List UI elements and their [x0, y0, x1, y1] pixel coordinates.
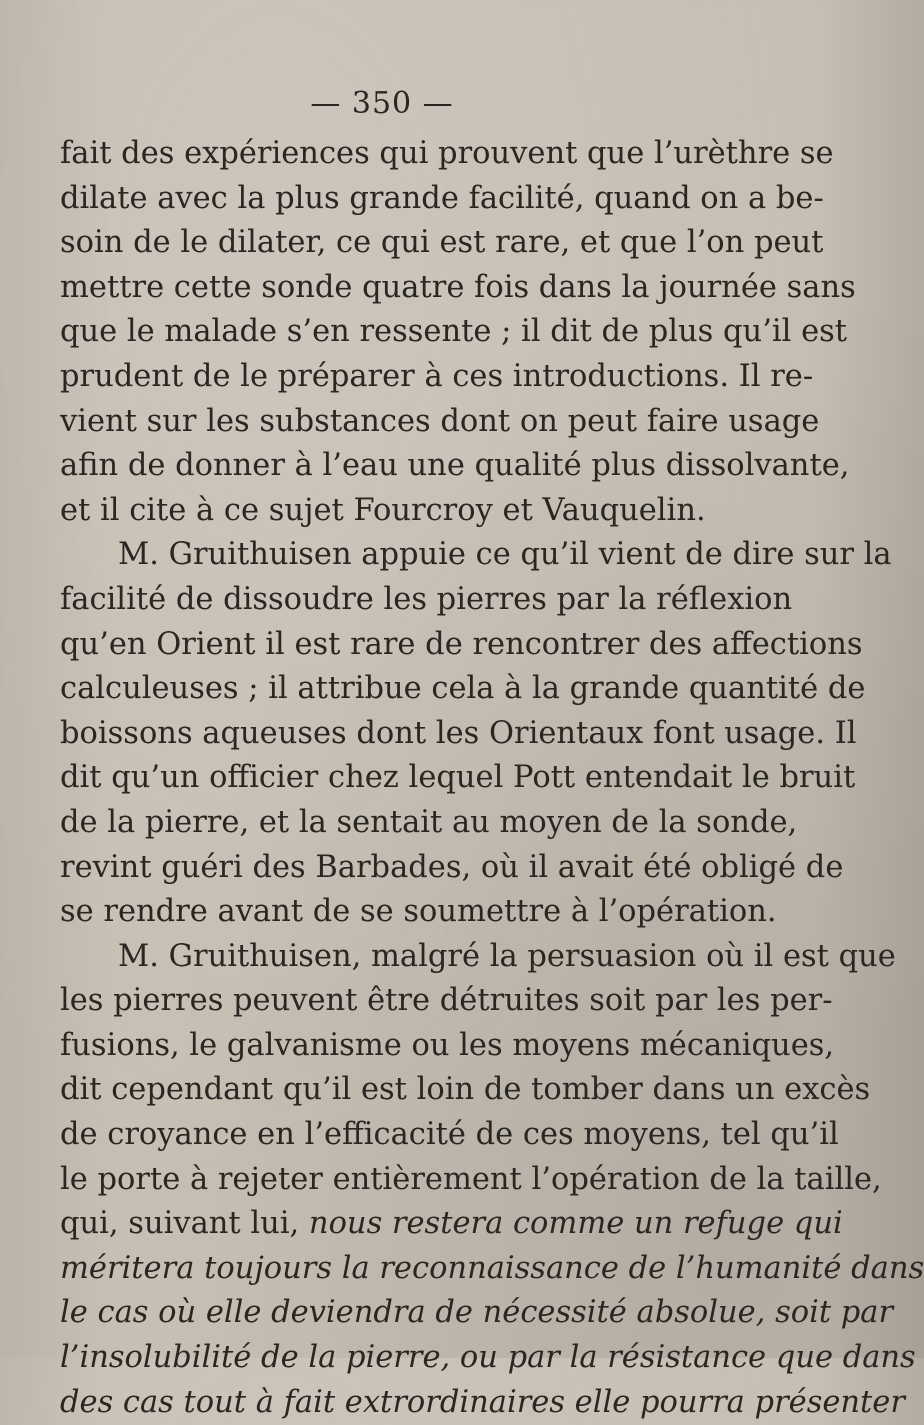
text-line: et il cite à ce sujet Fourcroy et Vauquelin.: [60, 492, 706, 528]
text-line: boissons aqueuses dont les Orientaux font usage. Il: [60, 715, 857, 751]
italic-line: des cas tout à fait extrordinaires elle pourra présenter: [60, 1384, 905, 1420]
roman-segment: qui, suivant lui,: [60, 1206, 309, 1242]
text-line: mettre cette sonde quatre fois dans la journée sans: [60, 269, 856, 305]
italic-line: méritera toujours la reconnaissance de l’humanité dans: [60, 1250, 924, 1286]
body-text: [60, 132, 924, 1425]
text-line: afin de donner à l’eau une qualité plus dissolvante,: [60, 448, 850, 484]
text-line: dit cependant qu’il est loin de tomber dans un excès: [60, 1072, 871, 1108]
text-line: fait des expériences qui prouvent que l’urèthre se: [60, 136, 834, 171]
page-number: — 350 —: [310, 86, 454, 121]
text-line: de croyance en l’efficacité de ces moyens, tel qu’il: [60, 1117, 839, 1153]
text-line: se rendre avant de se soumettre à l’opération.: [60, 894, 777, 930]
text-line: de la pierre, et la sentait au moyen de la sonde,: [60, 804, 798, 840]
text-line: dit qu’un officier chez lequel Pott entendait le bruit: [60, 760, 856, 796]
italic-line: l’insolubilité de la pierre, ou par la résistance que dans: [60, 1340, 916, 1376]
paragraph-start-line: M. Gruithuisen, malgré la persuasion où il est que: [118, 938, 896, 974]
mixed-style-line: [60, 1202, 843, 1247]
paragraph-start-line: M. Gruithuisen appuie ce qu’il vient de dire sur la: [118, 537, 892, 573]
italic-segment: nous restera comme un refuge qui: [308, 1206, 843, 1242]
text-line: fusions, le galvanisme ou les moyens mécaniques,: [60, 1027, 835, 1063]
text-line: les pierres peuvent être détruites soit par les per-: [60, 983, 833, 1019]
text-line: le porte à rejeter entièrement l’opération de la taille,: [60, 1161, 882, 1197]
italic-line: le cas où elle deviendra de nécessité absolue, soit par: [60, 1295, 894, 1331]
text-line: facilité de dissoudre les pierres par la réflexion: [60, 581, 793, 617]
text-line: vient sur les substances dont on peut faire usage: [60, 403, 820, 439]
text-line: calculeuses ; il attribue cela à la grande quantité de: [60, 671, 866, 707]
text-line: revint guéri des Barbades, où il avait été obligé de: [60, 849, 844, 885]
text-line: soin de le dilater, ce qui est rare, et que l’on peut: [60, 225, 824, 261]
text-line: qu’en Orient il est rare de rencontrer des affections: [60, 626, 863, 662]
text-line: dilate avec la plus grande facilité, quand on a be-: [60, 180, 824, 216]
text-line: prudent de le préparer à ces introductions. Il re-: [60, 358, 814, 394]
text-line: que le malade s’en ressente ; il dit de plus qu’il est: [60, 314, 848, 350]
